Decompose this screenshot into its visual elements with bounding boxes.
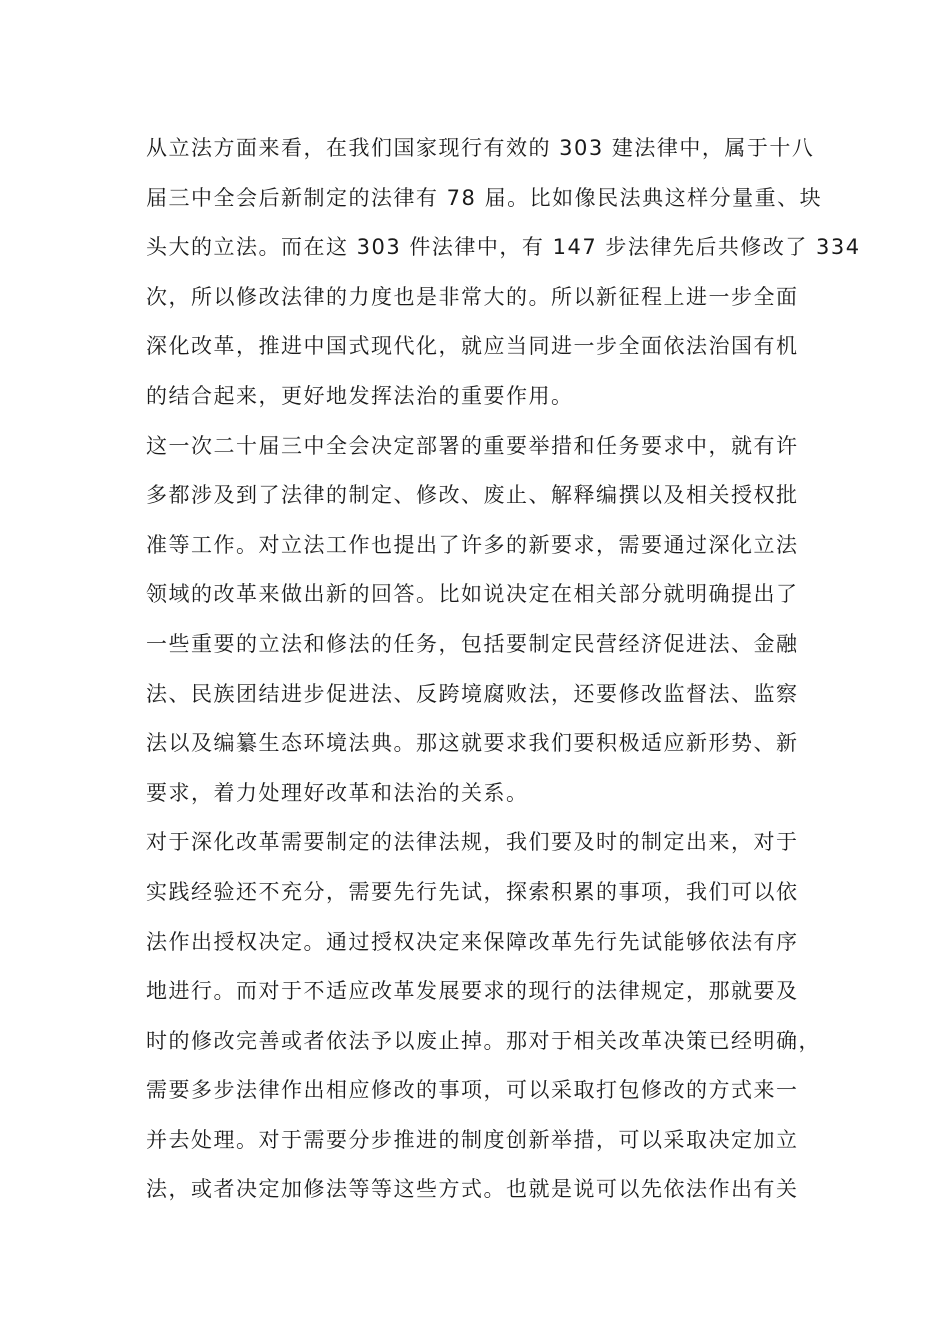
- text-line: 要求，着力处理好改革和法治的关系。: [146, 780, 529, 805]
- text-line: 次，所以修改法律的力度也是非常大的。所以新征程上进一步全面: [146, 284, 799, 309]
- text-line: 这一次二十届三中全会决定部署的重要举措和任务要求中，就有许: [146, 433, 799, 458]
- text-line: 头大的立法。而在这 303 件法律中，有 147 步法律先后共修改了 334: [146, 235, 861, 260]
- text-line: 法，或者决定加修法等等这些方式。也就是说可以先依法作出有关: [146, 1177, 799, 1202]
- text-line: 准等工作。对立法工作也提出了许多的新要求，需要通过深化立法: [146, 532, 799, 557]
- text-line: 地进行。而对于不适应改革发展要求的现行的法律规定，那就要及: [146, 979, 799, 1004]
- body-text: [146, 124, 861, 1215]
- text-line: 实践经验还不充分，需要先行先试，探索积累的事项，我们可以依: [146, 879, 799, 904]
- text-line: 的结合起来，更好地发挥法治的重要作用。: [146, 383, 574, 408]
- text-line: 一些重要的立法和修法的任务，包括要制定民营经济促进法、金融: [146, 631, 799, 656]
- text-line: 需要多步法律作出相应修改的事项，可以采取打包修改的方式来一: [146, 1078, 799, 1103]
- text-line: 法作出授权决定。通过授权决定来保障改革先行先试能够依法有序: [146, 929, 799, 954]
- text-line: 法、民族团结进步促进法、反跨境腐败法，还要修改监督法、监察: [146, 681, 799, 706]
- text-line: 对于深化改革需要制定的法律法规，我们要及时的制定出来，对于: [146, 830, 799, 855]
- text-line: 从立法方面来看，在我们国家现行有效的 303 建法律中，属于十八: [146, 136, 815, 160]
- text-line: 法以及编纂生态环境法典。那这就要求我们要积极适应新形势、新: [146, 731, 799, 756]
- text-line: 深化改革，推进中国式现代化，就应当同进一步全面依法治国有机: [146, 334, 799, 359]
- text-line: 时的修改完善或者依法予以废止掉。那对于相关改革决策已经明确，: [146, 1028, 821, 1053]
- text-line: 多都涉及到了法律的制定、修改、废止、解释编撰以及相关授权批: [146, 483, 799, 508]
- text-line: 领域的改革来做出新的回答。比如说决定在相关部分就明确提出了: [146, 582, 799, 607]
- text-line: 届三中全会后新制定的法律有 78 届。比如像民法典这样分量重、块: [146, 185, 823, 210]
- text-line: 并去处理。对于需要分步推进的制度创新举措，可以采取决定加立: [146, 1127, 799, 1152]
